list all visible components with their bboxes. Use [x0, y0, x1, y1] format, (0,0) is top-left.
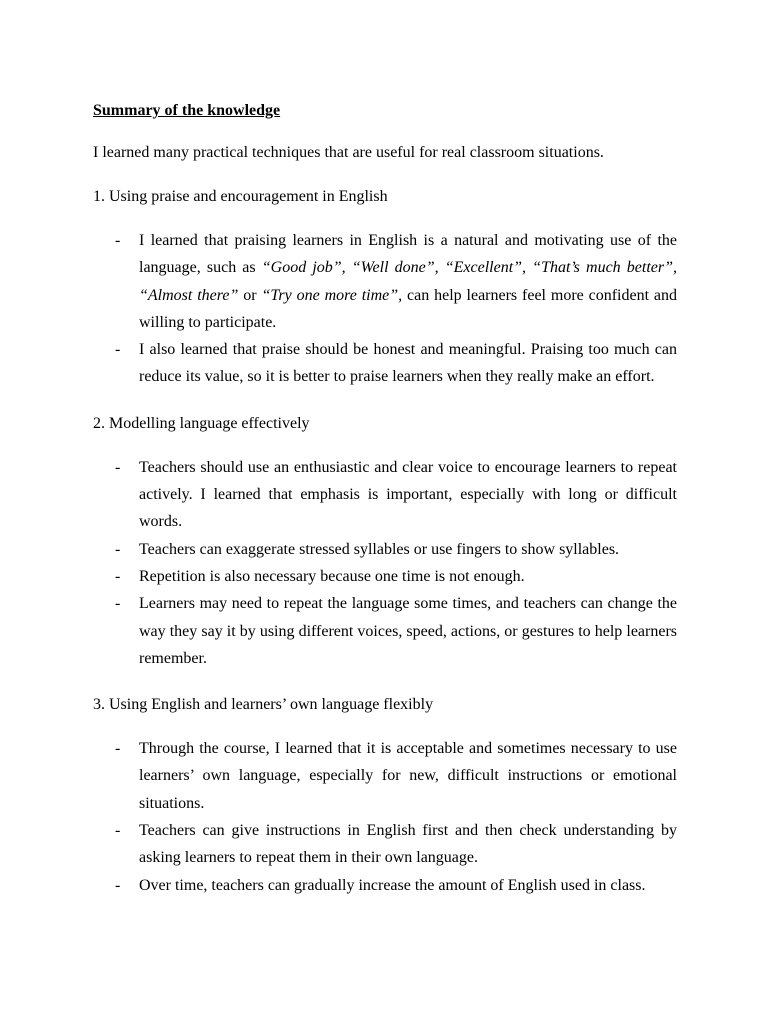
list-item	[93, 872, 677, 899]
document-page	[93, 99, 677, 899]
bullet-text: I also learned that praise should be honest and meaningful. Praising too much can reduce its value, so it is better to praise learners when they really make an effort.	[139, 341, 677, 386]
bullet-list-praise	[93, 227, 677, 391]
section-heading-language-use: 3. Using English and learners’ own language flexibly	[93, 696, 434, 714]
bullet-dash: -	[115, 341, 121, 359]
bullet-text: Through the course, I learned that it is acceptable and sometimes necessary to use learners’ own language, especially for new, difficult instructions or emotional situations.	[139, 740, 677, 812]
bullet-text: Teachers should use an enthusiastic and clear voice to encourage learners to repeat actively. I learned that emphasis is important, especially with long or difficult words.	[139, 458, 677, 531]
bullet-text: Repetition is also necessary because one time is not enough.	[139, 567, 525, 585]
list-item	[93, 735, 677, 817]
bullet-dash: -	[115, 740, 121, 758]
document-title: Summary of the knowledge	[93, 102, 281, 119]
list-item	[93, 817, 677, 872]
bullet-dash: -	[115, 876, 121, 894]
section-heading-modelling: 2. Modelling language effectively	[93, 414, 310, 432]
bullet-text: I learned that praising learners in English is a natural and motivating use of the language, such as “Good job”, “Well done”, “Excellent”, “That’s much better”, “Almost there” or “Try one more time”, can help learners feel more confident and willing to participate.	[139, 232, 678, 331]
bullet-dash: -	[115, 822, 121, 840]
list-item	[93, 454, 677, 536]
bullet-list-language-use	[93, 735, 677, 899]
bullet-text: Over time, teachers can gradually increase the amount of English used in class.	[139, 876, 646, 894]
list-item	[93, 590, 677, 672]
list-item	[93, 536, 677, 563]
bullet-dash: -	[115, 458, 121, 476]
section-heading-praise: 1. Using praise and encouragement in English	[93, 188, 388, 205]
list-item	[93, 227, 677, 336]
bullet-dash: -	[115, 567, 121, 585]
bullet-text: Teachers can exaggerate stressed syllables or use fingers to show syllables.	[139, 540, 620, 558]
list-item	[93, 336, 677, 391]
bullet-text: Learners may need to repeat the language some times, and teachers can change the way they say it by using different voices, speed, actions, or gestures to help learners remember.	[139, 595, 677, 667]
bullet-text: Teachers can give instructions in English first and then check understanding by asking learners to repeat them in their own language.	[139, 822, 677, 867]
bullet-dash: -	[115, 232, 121, 249]
bullet-list-modelling	[93, 454, 677, 672]
list-item	[93, 563, 677, 590]
bullet-dash: -	[115, 540, 121, 558]
bullet-dash: -	[115, 595, 121, 613]
intro-paragraph: I learned many practical techniques that are useful for real classroom situations.	[93, 144, 604, 161]
